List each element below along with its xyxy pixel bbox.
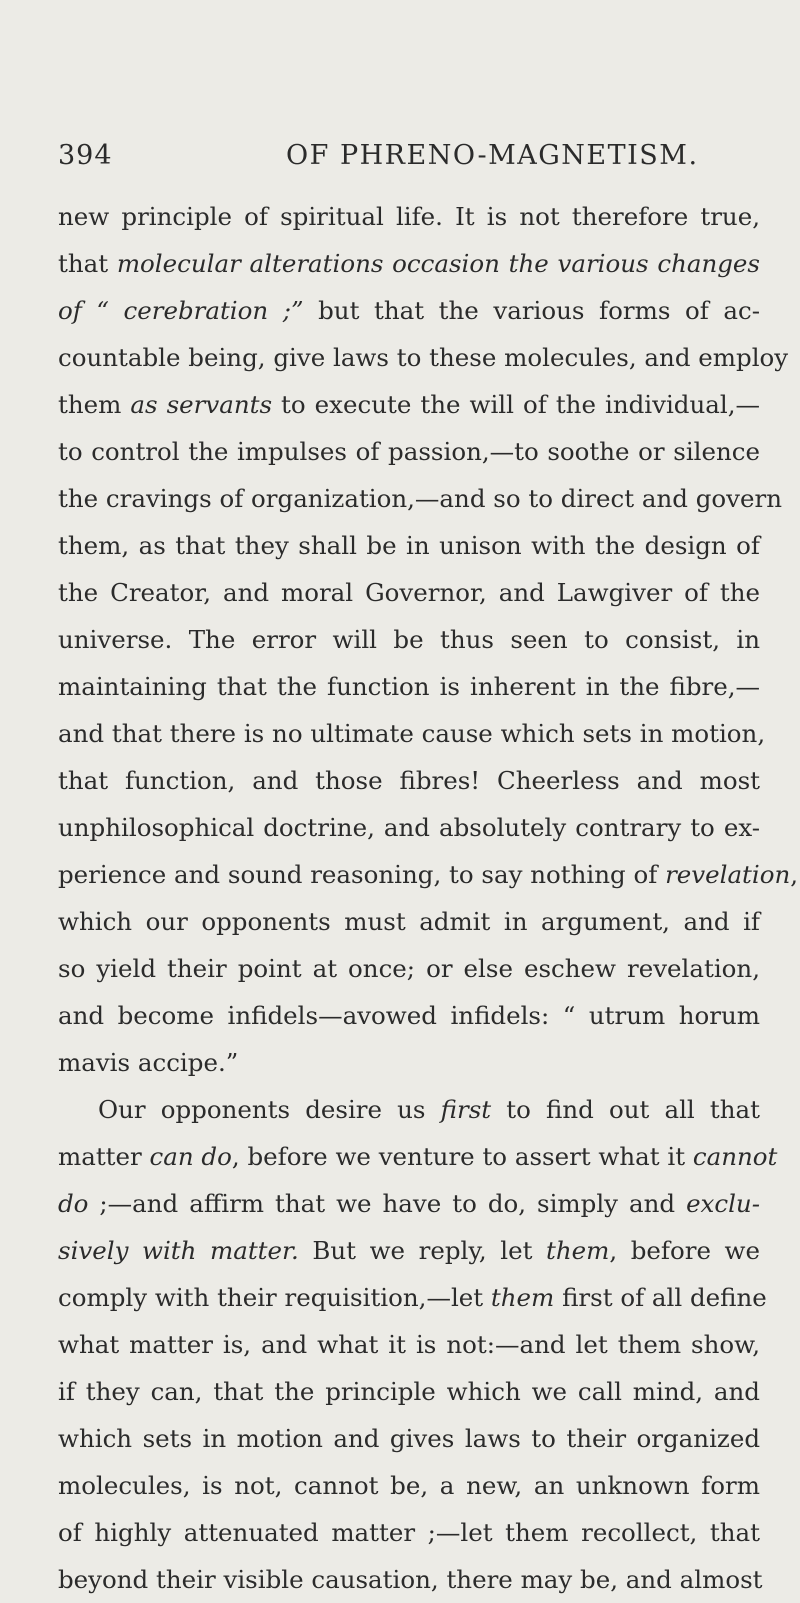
- text-segment: new principle of spiritual life. It is not therefore true,: [58, 202, 760, 231]
- text-segment: which sets in motion and gives laws to their organized: [58, 1424, 760, 1453]
- text-line: [58, 1274, 767, 1321]
- text-line: [58, 945, 760, 992]
- page-header: [58, 140, 730, 190]
- text-segment: mavis accipe.”: [58, 1048, 239, 1077]
- text-segment: perience and sound reasoning, to say nothing of: [58, 860, 666, 889]
- text-segment: ;—and affirm that we have to do, simply and: [88, 1189, 687, 1218]
- italic-text: cannot: [692, 1142, 778, 1171]
- text-line: [58, 569, 760, 616]
- text-line: [58, 992, 760, 1039]
- italic-text: do: [58, 1189, 89, 1218]
- text-line: [58, 1462, 760, 1509]
- text-segment: what matter is, and what it is not:—and let them show,: [58, 1330, 760, 1359]
- italic-text: sively with matter.: [58, 1236, 299, 1265]
- italic-text: exclu-: [686, 1189, 760, 1218]
- text-segment: the Creator, and moral Governor, and Lawgiver of the: [58, 578, 760, 607]
- text-segment: of highly attenuated matter ;—let them recollect, that: [58, 1518, 760, 1547]
- page-number: 394: [58, 140, 113, 171]
- text-segment: to control the impulses of passion,—to soothe or silence: [58, 437, 760, 466]
- italic-text: revelation: [665, 860, 791, 889]
- text-line: [58, 898, 760, 945]
- text-line: [58, 1321, 760, 1368]
- text-line: [58, 475, 782, 522]
- text-segment: matter: [58, 1142, 150, 1171]
- text-segment: Our opponents desire us: [98, 1095, 441, 1124]
- text-segment: and become infidels—avowed infidels: “ utrum horum: [58, 1001, 760, 1030]
- text-line: [58, 428, 760, 475]
- text-segment: ,: [790, 860, 799, 889]
- text-segment: and that there is no ultimate cause which sets in motion,: [58, 719, 766, 748]
- text-segment: comply with their requisition,—let: [58, 1283, 491, 1312]
- text-segment: the cravings of organization,—and so to direct and govern: [58, 484, 782, 513]
- italic-text: as servants: [130, 390, 273, 419]
- italic-text: molecular alterations occasion the various changes: [116, 249, 760, 278]
- text-line: [58, 1039, 760, 1086]
- text-segment: but that the various forms of ac-: [303, 296, 760, 325]
- text-segment: them, as that they shall be in unison with the design of: [58, 531, 760, 560]
- text-line: [58, 1368, 760, 1415]
- text-line: [58, 1509, 760, 1556]
- text-segment: , before we: [609, 1236, 760, 1265]
- italic-text: them: [546, 1236, 610, 1265]
- text-segment: beyond their visible causation, there may be, and almost: [58, 1565, 763, 1594]
- text-line: [58, 1180, 760, 1227]
- text-segment: countable being, give laws to these molecules, and employ: [58, 343, 789, 372]
- text-segment: molecules, is not, cannot be, a new, an unknown form: [58, 1471, 760, 1500]
- text-segment: if they can, that the principle which we call mind, and: [58, 1377, 760, 1406]
- text-line: [58, 334, 789, 381]
- text-line: [58, 287, 760, 334]
- text-segment: that: [58, 249, 117, 278]
- text-segment: them: [58, 390, 131, 419]
- text-segment: so yield their point at once; or else eschew revelation,: [58, 954, 760, 983]
- text-line: [58, 522, 760, 569]
- text-line: [58, 616, 760, 663]
- text-line: [58, 240, 760, 287]
- text-segment: unphilosophical doctrine, and absolutely contrary to ex-: [58, 813, 760, 842]
- text-segment: that function, and those fibres! Cheerless and most: [58, 766, 760, 795]
- text-segment: But we reply, let: [298, 1236, 547, 1265]
- text-line: [58, 1227, 760, 1274]
- italic-text: can do: [149, 1142, 232, 1171]
- text-line: [58, 381, 760, 428]
- text-segment: first of all define: [554, 1283, 767, 1312]
- text-line: [58, 710, 766, 757]
- italic-text: first: [440, 1095, 492, 1124]
- italic-text: them: [490, 1283, 555, 1312]
- text-segment: which our opponents must admit in argument, and if: [58, 907, 760, 936]
- text-segment: universe. The error will be thus seen to consist, in: [58, 625, 760, 654]
- text-line: [58, 193, 760, 240]
- text-line: [58, 1133, 778, 1180]
- text-line: [58, 757, 760, 804]
- text-segment: to execute the will of the individual,—: [272, 390, 760, 419]
- italic-text: of “ cerebration ;”: [58, 296, 304, 325]
- text-line: [58, 851, 799, 898]
- text-segment: to find out all that: [491, 1095, 760, 1124]
- text-segment: maintaining that the function is inherent in the fibre,—: [58, 672, 760, 701]
- text-segment: , before we venture to assert what it: [231, 1142, 693, 1171]
- text-line: [58, 1556, 763, 1603]
- running-head: OF PHRENO-MAGNETISM.: [286, 140, 699, 171]
- text-line: [58, 804, 760, 851]
- text-line: [58, 1415, 760, 1462]
- text-line: [58, 1086, 760, 1133]
- text-line: [58, 663, 760, 710]
- body-text: [58, 193, 799, 1603]
